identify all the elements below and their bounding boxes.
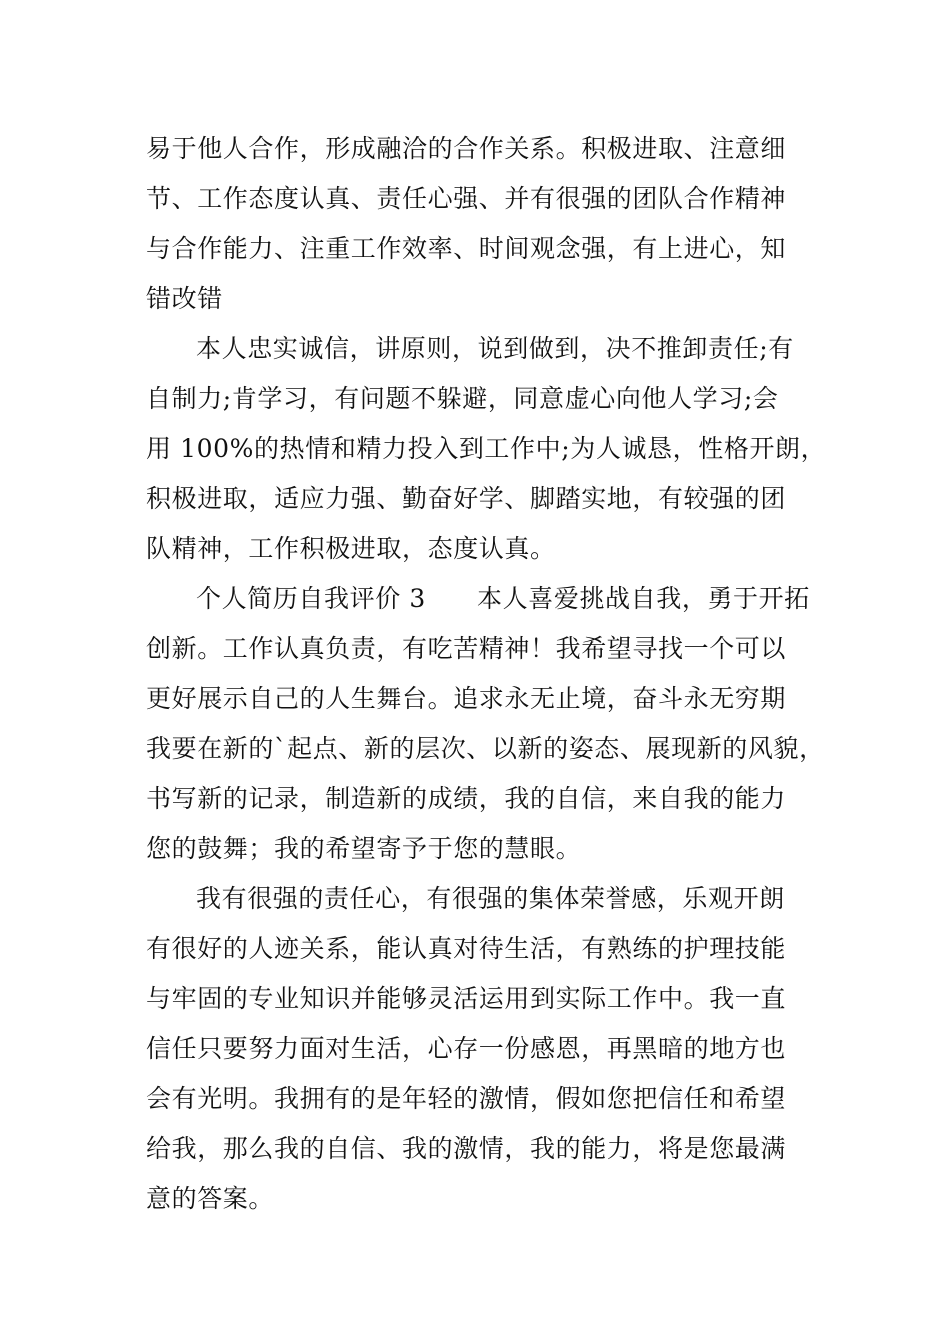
text-line: 错改错 [146, 284, 223, 313]
text-line: 个人简历自我评价 3 本人喜爱挑战自我，勇于开拓 [196, 584, 810, 613]
text-line: 节、工作态度认真、责任心强、并有很强的团队合作精神 [146, 184, 787, 213]
text-line: 会有光明。我拥有的是年轻的激情，假如您把信任和希望 [146, 1084, 787, 1113]
text-line: 积极进取，适应力强、勤奋好学、脚踏实地，有较强的团 [146, 484, 787, 513]
text-line: 更好展示自己的人生舞台。追求永无止境，奋斗永无穷期 [146, 684, 787, 713]
text-line: 易于他人合作，形成融洽的合作关系。积极进取、注意细 [146, 134, 787, 163]
text-line: 本人忠实诚信，讲原则，说到做到，决不推卸责任;有 [196, 334, 794, 363]
text-line: 我要在新的`起点、新的层次、以新的姿态、展现新的风貌， [146, 734, 825, 763]
text-line: 给我，那么我的自信、我的激情，我的能力，将是您最满 [146, 1134, 787, 1163]
text-line: 与合作能力、注重工作效率、时间观念强，有上进心，知 [146, 234, 787, 263]
text-line: 书写新的记录，制造新的成绩，我的自信，来自我的能力 [146, 784, 787, 813]
text-line: 创新。工作认真负责，有吃苦精神！我希望寻找一个可以 [146, 634, 787, 663]
text-line: 意的答案。 [146, 1184, 275, 1213]
text-line: 我有很强的责任心，有很强的集体荣誉感，乐观开朗 [196, 884, 785, 913]
text-line: 有很好的人迹关系，能认真对待生活，有熟练的护理技能 [146, 934, 787, 963]
text-line: 信任只要努力面对生活，心存一份感恩，再黑暗的地方也 [146, 1034, 787, 1063]
text-line: 用 100%的热情和精力投入到工作中;为人诚恳，性格开朗， [146, 434, 827, 463]
text-line: 与牢固的专业知识并能够灵活运用到实际工作中。我一直 [146, 984, 787, 1013]
text-line: 队精神，工作积极进取，态度认真。 [146, 534, 556, 563]
text-line: 自制力;肯学习，有问题不躲避，同意虚心向他人学习;会 [146, 384, 779, 413]
text-line: 您的鼓舞；我的希望寄予于您的慧眼。 [146, 834, 582, 863]
